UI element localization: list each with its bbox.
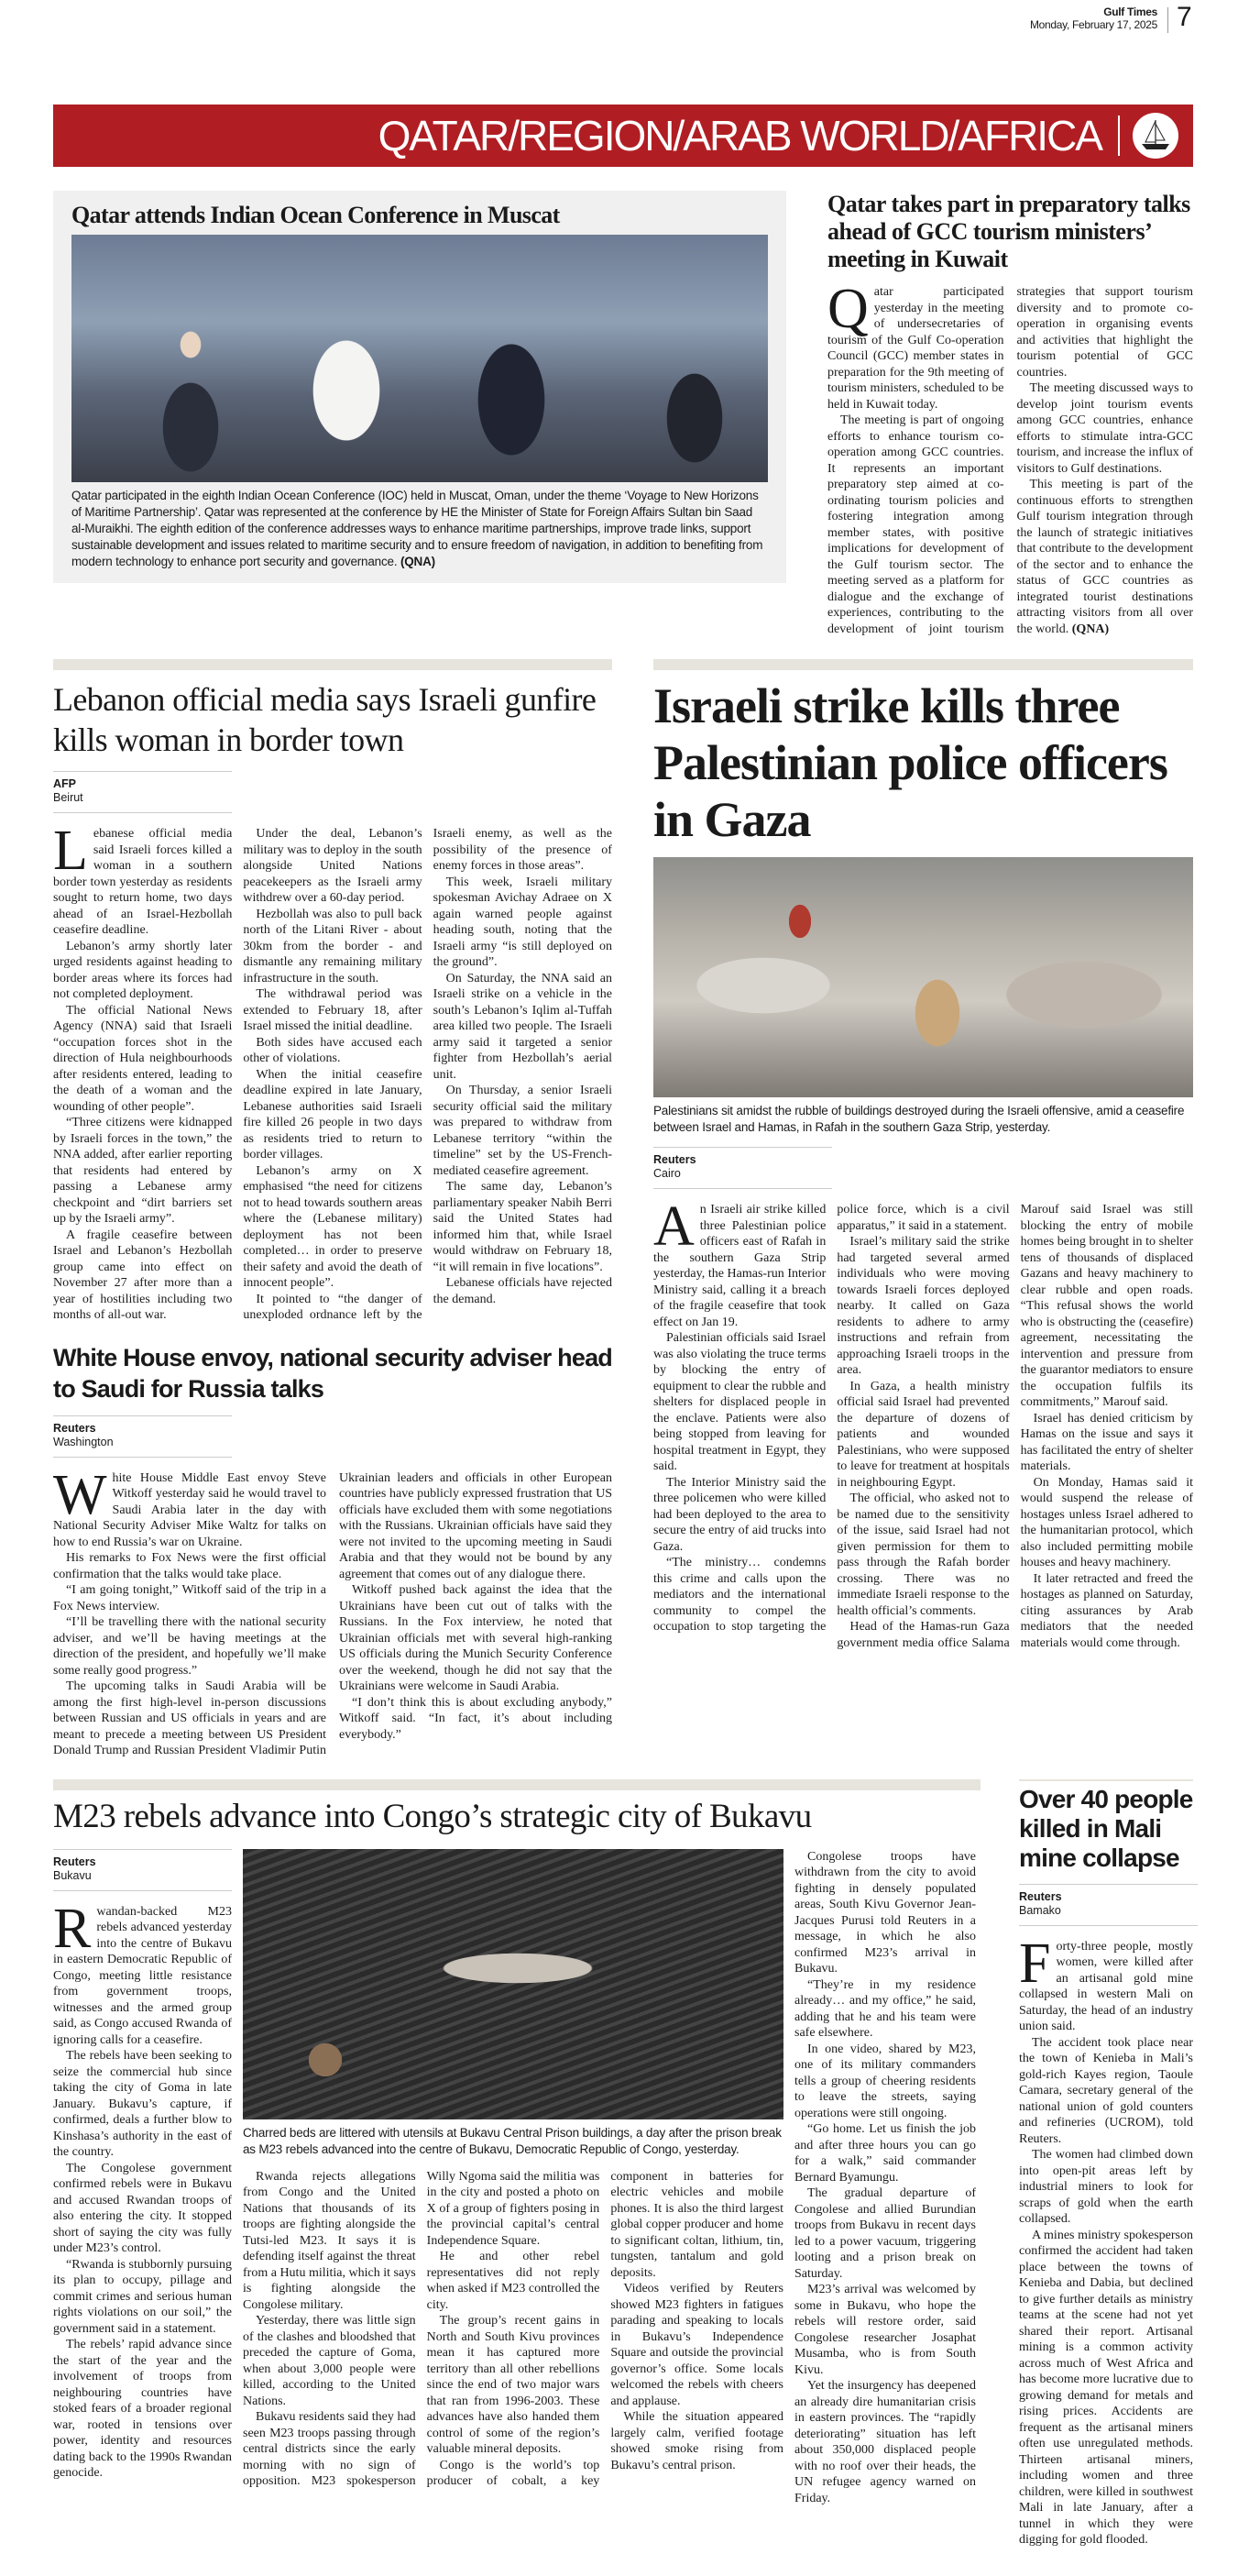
paragraph [837, 1234, 1009, 1379]
paragraph [339, 1695, 612, 1744]
paragraph [794, 2378, 976, 2506]
paragraph [243, 1067, 422, 1163]
paragraph [433, 1179, 612, 1275]
paragraph [1021, 1411, 1193, 1475]
bottom-row [53, 1779, 1193, 2548]
paragraph-text: His remarks to Fox News were the first official confirmation that the talks would take place. [53, 1551, 326, 1581]
paragraph [53, 1582, 326, 1614]
paragraph [53, 2161, 232, 2257]
paragraph-text: It later retracted and freed the hostages as planned on Saturday, citing assurances by Arab mediators that the needed materials would come through. [1020, 1571, 1193, 1650]
page-number: 7 [1177, 2, 1192, 32]
whitehouse-headline: White House envoy, national security adviser head to Saudi for Russia talks [53, 1343, 612, 1403]
paragraph [53, 2048, 232, 2161]
paragraph [53, 820, 233, 939]
paragraph-text: He and other rebel representatives did not reply when asked if M23 controlled the city. [426, 2250, 600, 2312]
paragraph-text: Israel’s military said the strike had targeted several armed individuals who were moving towards Israeli forces deployed nearby. It called on Gaza residents to adhere to army instructions and refrain from approaching Israeli troops in the area. [837, 1235, 1010, 1377]
paragraph-text: The withdrawal period was extended to February 18, after Israel missed the initial deadline. [243, 987, 422, 1033]
paragraph [827, 278, 1004, 413]
section-title: QATAR/REGION/ARAB WORLD/AFRICA [378, 112, 1101, 160]
paragraph-text: It pointed to “the danger of unexploded ordnance left by the Israeli enemy, as well as the possibility of the presence of enemy forces in those areas”. [243, 827, 612, 1322]
paragraph [53, 939, 232, 1003]
photo-caption [71, 488, 768, 570]
agency: Reuters [53, 1855, 96, 1868]
paragraph [53, 2257, 232, 2338]
paragraph-text: The group’s recent gains in North and South Kivu provinces mean it has captured more territory than all other rebellions since the end of two major wars that ran from 1996-2003. These advances have also handed them control of some of the region’s valuable mineral deposits. [426, 2314, 600, 2456]
paragraph-text: Videos verified by Reuters showed M23 fighters in fatigues parading and speaking to locals in Bukavu’s Independence Square and outside the provincial governor’s office. Some locals welcomed the rebels with cheers and applause. [610, 2282, 783, 2408]
paragraph [837, 1379, 1009, 1492]
paragraph-text: In one video, shared by M23, one of its military commanders tells a group of cheering residents to leave the streets, saying operations were still ongoing. [794, 2042, 976, 2120]
paragraph-text: Head of the Hamas-run Gaza government media office Salama Marouf said Israel was still blocking the entry of mobile homes being brought in to shelter tens of thousands of displaced Gazans and heavy machinery to clear rubble and open roads. “This refusal shows the world who is obstructing the (ceasefire) agreement, necessitating the intervention and pressure from the guarantor mediators to ensure the occupation fulfils its commitments,” Marouf said. [837, 1203, 1193, 1650]
issue-date: Monday, February 17, 2025 [1029, 18, 1157, 31]
paragraph [1019, 2035, 1193, 2148]
caption-text: Qatar participated in the eighth Indian Ocean Conference (IOC) held in Muscat, Oman, under the theme ‘Voyage to New Horizons of Maritime Partnership’. Qatar was represented at the conference by HE the Minister of State for Foreign Affairs Sultan bin Saad al-Muraikhi. The eighth edition of the conference addresses ways to enhance maritime partnerships, improve trade links, support sustainable development and issues related to maritime security and to ensure freedom of navigation, in addition to benefiting from modern technology to enhance port security and governance. [71, 489, 763, 568]
paragraph [433, 875, 612, 971]
gaza-article-body [653, 1195, 1193, 1651]
paragraph [339, 1582, 612, 1695]
conference-photo [71, 235, 768, 482]
paragraph-text: Yet the insurgency has deepened an already dire humanitarian crisis in eastern provinces. The “rapidly deteriorating” situation has left about 350,000 displaced people with no roof over their heads, the UN refugee agency warned on Friday. [794, 2379, 976, 2505]
section-rule [653, 659, 1193, 670]
paragraph [53, 1614, 326, 1679]
agency: Reuters [53, 1421, 96, 1435]
section-banner [53, 105, 1193, 167]
paragraph [243, 986, 422, 1035]
section-rule [1019, 1779, 1193, 1781]
paragraph-text: Congo is the world’s top producer of cobalt, a key component in batteries for electric vehicles and mobile phones. It is also the third largest global copper producer and home to significant coltan, lithium, tin, tungsten, tantalum and gold deposits. [426, 2169, 783, 2488]
paragraph-text: The meeting is part of ongoing efforts to enhance tourism co-operation among GCC countries. It represents an important preparatory step aimed at co-ordinating tourism policies and fostering integration among member states, with positive implications for development of the Gulf tourism sector. The meeting served as a platform for dialogue and the exchange of experiences, contributing to the development of joint tourism strategies that support tourism diversity and to promote co-operation in organising events and activities that highlight the tourism potential of GCC countries. [827, 285, 1193, 636]
paragraph-text: The same day, Lebanon’s parliamentary speaker Nabih Berri said the United States had informed him that, while Israel would withdraw on February 18, “it will remain in five locations”. [433, 1180, 612, 1274]
paragraph-text: “Rwanda is stubbornly pursuing its plan to occupy, pillage and commit crimes and serious human rights violations on our soil,” the government said in a statement. [53, 2257, 232, 2336]
paragraph [653, 1195, 827, 1330]
agency: Reuters [653, 1153, 696, 1166]
paragraph-text: Rwanda rejects allegations from Congo and the United Nations that thousands of its troops are fighting alongside the Tutsi-led M23. It says it is defending itself against the threat from a Hutu militia, which it says is fighting alongside the Congolese military. [243, 2169, 416, 2312]
mali-story [1019, 1779, 1193, 2548]
paragraph-text: Lebanese official media said Israeli forces killed a woman in a southern border town yesterday as residents sought to return home, two days ahead of an Israel-Hezbollah ceasefire deadline. [53, 820, 233, 937]
paragraph-text: Israel has denied criticism by Hamas on the issue and says it has facilitated the entry of shelter materials. [1020, 1411, 1193, 1473]
paragraph-text: “The ministry… condemns this crime and calls upon the mediators and the international community to compel the occupation to stop targeting the police force, which is a civil apparatus,” it said in a statement. [653, 1203, 1010, 1634]
paragraph [53, 1115, 232, 1227]
photo-caption: Palestinians sit amidst the rubble of buildings destroyed during the Israeli offensive, amid a ceasefire between Israel and Hamas, in Rafah in the southern Gaza Strip, yesterday. [653, 1104, 1185, 1134]
paper-name: Gulf Times [1103, 6, 1157, 18]
paragraph-text: Bukavu residents said they had seen M23 troops passing through central districts since the early morning with no sign of opposition. M23 spokesperson Willy Ngoma said the militia was in the city and posted a photo on X of a group of fighters posing in the provincial capital’s central Independence Square. [243, 2169, 600, 2488]
paragraph-text: Congolese troops have withdrawn from the city to avoid fighting in densely populated areas, South Kivu Governor Jean-Jacques Purusi told Reuters in a message, in which he also confirmed M23’s arrival in Bukavu. [794, 1849, 976, 1976]
paragraph-text: White House Middle East envoy Steve Witkoff yesterday said he would travel to Saudi Arabia later in the day with National Security Adviser Mike Waltz for talks on how to end Russia’s war on Ukraine. [53, 1463, 326, 1549]
paragraph-text: In Gaza, a health ministry official said Israel had prevented the departure of dozens of patients and wounded Palestinians, who were supposed to leave for treatment at hospitals in neighbouring Egypt. [837, 1379, 1010, 1490]
paragraph-text: Under the deal, Lebanon’s military was to deploy in the south alongside United Nations peacekeepers as the Israeli army withdrew over a 60-day period. [243, 827, 422, 905]
paragraph [794, 2282, 976, 2378]
paragraph-text: Rwandan-backed M23 rebels advanced yesterday into the centre of Bukavu in eastern Democratic Republic of Congo, meeting little resistance from government troops, witnesses and the armed group said, as Congo accused Rwanda of ignoring calls for a ceasefire. [53, 1897, 232, 2047]
dateline: Beirut [53, 791, 83, 804]
byline [53, 771, 232, 813]
caption-credit: (QNA) [397, 555, 435, 568]
dhow-icon [1133, 113, 1178, 159]
paragraph-text: An Israeli air strike killed three Palestinian police officers east of Rafah in the southern Gaza Strip yesterday, the Hamas-run Interior Ministry said, calling it a breach of the fragile ceasefire that took effect on Jan 19. [653, 1195, 827, 1329]
paragraph [1021, 1475, 1193, 1571]
paragraph-text: On Thursday, a senior Israeli security official said the military was prepared to withdraw from Lebanese territory “within the timeline” set by the US-French-mediated ceasefire agreement. [433, 1084, 612, 1178]
gaza-headline: Israeli strike kills three Palestinian police officers in Gaza [653, 678, 1167, 847]
dateline: Bukavu [53, 1868, 92, 1882]
paragraph [794, 2185, 976, 2282]
congo-article-column [53, 1897, 232, 2482]
paragraph-text: Forty-three people, mostly women, were killed after an artisanal gold mine collapsed in western Mali on Saturday, the head of an industry union said. [1019, 1932, 1193, 2033]
paragraph-text: This meeting is part of the continuous efforts to strengthen Gulf tourism integration through the launch of strategic initiatives that contribute to the development of the sector and to enhance the status of GCC countries as integrated tourist destinations attracting visitors from all over the world. [1016, 478, 1193, 636]
masthead-meta [1030, 6, 1157, 31]
paragraph [243, 907, 422, 987]
paragraph-text: Lebanon’s army on X emphasised “the need for citizens not to head towards southern areas where the (Lebanese military) deployment has not been completed… in order to preserve their safety and avoid the death of innocent people”. [243, 1163, 422, 1290]
byline [53, 1849, 232, 1891]
congo-columns [53, 1838, 981, 2507]
paragraph [433, 1275, 612, 1307]
left-stories [53, 659, 612, 1759]
conference-photo-feature [53, 191, 786, 583]
paragraph [433, 971, 612, 1084]
paragraph-text: Palestinian officials said Israel was also violating the truce terms by blocking the entry of equipment to clear the rubble and shelters for displaced people in the enclave. Patients were also being stopped from leaving for hospital treatment in Egypt, they said. [653, 1331, 827, 1473]
section-rule [53, 659, 612, 670]
paragraph-text: The Congolese government confirmed rebels were in Bukavu and accused Rwandan troops of also entering the city. It stopped short of saying the city was fully under M23’s control. [53, 2161, 232, 2255]
congo-middle [243, 1849, 783, 2490]
congo-article-column [794, 1849, 976, 2507]
divider [1118, 116, 1120, 156]
paragraph-text: Both sides have accused each other of violations. [243, 1035, 422, 1065]
paragraph-text: A mines ministry spokesperson confirmed the accident had taken place between the towns of Kenieba and Dabia, but declined to give further details as ministry teams at the scene had not yet shared their report. Artisanal mining is a common activity across much of West Africa and has become more lucrative due to growing demand for metals and rising prices. Accidents are frequent as the artisanal miners often use unregulated methods. Thirteen artisanal miners, including women and three children, were killed in southwest Mali in late January, after a tunnel in which they were digging for gold flooded. [1019, 2228, 1193, 2547]
paragraph-text: On Monday, Hamas said it would suspend the release of hostages unless Israel adhered to the humanitarian protocol, which also included permitting mobile houses and heavy machinery. [1020, 1475, 1193, 1569]
paragraph [53, 1463, 326, 1551]
paragraph-text: On Saturday, the NNA said an Israeli strike on a vehicle in the south’s Lebanon’s Iqlim al-Tuffah area killed two people. The Israeli army said it targeted a senior fighter from Hezbollah’s aerial unit. [433, 971, 612, 1082]
paragraph-text: “I am going tonight,” Witkoff said of the trip in a Fox News interview. [53, 1583, 326, 1613]
paragraph [653, 1330, 826, 1475]
paragraph-text: “I don’t think this is about excluding anybody,” Witkoff said. “In fact, it’s about including everybody.” [339, 1695, 612, 1742]
middle-row [53, 659, 1193, 1759]
paragraph-text: The gradual departure of Congolese and allied Burundian troops from Bukavu in recent days led to a power vacuum, triggering looting and a prison break on Saturday. [794, 2186, 976, 2281]
article-credit: (QNA) [1068, 622, 1110, 636]
paragraph-text: M23’s arrival was welcomed by some in Bukavu, who hope the rebels will restore order, said Congolese researcher Josaphat Musamba, who is from South Kivu. [794, 2283, 976, 2377]
paragraph-text: Lebanon’s army shortly later urged residents against heading to border areas where its forces had not completed deployment. [53, 939, 233, 1001]
dateline: Cairo [653, 1167, 681, 1180]
congo-article-columns [243, 2169, 783, 2490]
congo-story [53, 1779, 981, 2507]
paragraph [794, 2121, 976, 2185]
paragraph [653, 1475, 826, 1556]
paragraph [433, 1083, 612, 1179]
byline [53, 1415, 232, 1458]
paragraph [1019, 2228, 1193, 2548]
gaza-rubble-photo [653, 857, 1193, 1097]
paragraph [1019, 1932, 1193, 2035]
paragraph-text: The upcoming talks in Saudi Arabia will be among the first high-level in-person discussions between Russian and US officials in years and are meant to precede a meeting between US President Donald Trump and Russian President Vladimir Putin Ukrainian leaders and officials in other European countries have publicly expressed frustration that US officials have excluded them with some negotiations with the Russians. Ukrainian officials have said they were not invited to the upcoming meeting in Saudi Arabia and that they would not be bound by any agreement that comes out of any dialogue there. [53, 1470, 612, 1757]
tourism-article [827, 191, 1193, 637]
paragraph [427, 2249, 600, 2313]
paragraph-text: “Go home. Let us finish the job and after three hours you can go for a walk,” said commander Bernard Byamungu. [794, 2122, 976, 2185]
paragraph [53, 1550, 326, 1582]
paragraph [243, 1163, 422, 1292]
gaza-story [653, 659, 1193, 1651]
paragraph-text: The accident took place near the town of Kenieba in Mali’s gold-rich Kayes region, Taoule Camara, secretary general of the national union of gold counters and refineries (UCROM), told Reuters. [1019, 2035, 1193, 2146]
paragraph-text: Hezbollah was also to pull back north of the Litani River - about 30km from the border - and dismantle any remaining military infrastructure in the south. [243, 907, 422, 985]
paragraph [243, 2169, 416, 2314]
byline [653, 1147, 832, 1189]
paragraph [53, 1003, 232, 1116]
paragraph-text: While the situation appeared largely calm, verified footage showed smoke rising from Bukavu’s central prison. [610, 2410, 783, 2472]
paragraph-text: “Three citizens were kidnapped by Israeli forces in the town,” the NNA added, after earlier reporting that residents had entered by passing a Lebanese army checkpoint and “dirt barriers set up by the Israeli army”. [53, 1116, 233, 1226]
section-rule [53, 1779, 981, 1790]
paragraph-text: The rebels have been seeking to seize the commercial hub since taking the city of Goma in late January. Bukavu’s capture, if confirmed, deals a further blow to Kinshasa’s authority in the east of the country. [53, 2049, 232, 2159]
byline [1019, 1884, 1198, 1926]
agency: AFP [53, 777, 76, 790]
bukavu-prison-photo [243, 1849, 783, 2119]
paragraph [1019, 2147, 1193, 2228]
whitehouse-article-body [53, 1463, 612, 1759]
top-row [53, 0, 1193, 637]
paragraph [1017, 380, 1194, 477]
paragraph [427, 2313, 600, 2458]
paragraph-text: The official National News Agency (NNA) said that Israeli “occupation forces shot in the direction of Hula neighbourhoods after residents entered, leading to the death of a woman and the wounding of other people”. [53, 1003, 233, 1114]
paragraph [794, 2042, 976, 2122]
paragraph [243, 2313, 416, 2409]
paragraph [53, 1897, 232, 2049]
paragraph [1021, 1571, 1193, 1652]
photo-caption: Charred beds are littered with utensils at Bukavu Central Prison buildings, a day after the prison break as M23 rebels advanced into the centre of Bukavu, Democratic Republic of Congo, yesterday. [243, 2125, 782, 2156]
agency: Reuters [1019, 1889, 1062, 1903]
mali-article-body [1019, 1932, 1193, 2548]
paragraph-text: This week, Israeli military spokesman Avichay Adraee on X again warned people against heading south, noting that the Israeli army “is still deployed on the ground”. [433, 875, 612, 969]
paragraph-text: The rebels’ rapid advance since the start of the year and the involvement of troops from neighbouring countries have stoked fears of a broader regional war, rooted in tensions over power, identity and resources dating back to the 1990s Rwandan genocide. [53, 2338, 232, 2480]
paragraph-text: The women had climbed down into open-pit areas left by industrial miners to look for scraps of gold when the earth collapsed. [1019, 2148, 1193, 2226]
congo-headline: M23 rebels advance into Congo’s strategic city of Bukavu [53, 1797, 812, 1835]
feature-headline: Qatar attends Indian Ocean Conference in Muscat [71, 202, 560, 228]
dateline: Washington [53, 1435, 114, 1448]
mali-headline: Over 40 people killed in Mali mine collapse [1019, 1784, 1193, 1872]
paragraph [794, 1849, 976, 1977]
paragraph-text: The official, who asked not to be named due to the sensitivity of the issue, said Israel had not given permission for them to pass through the Rafah border crossing. There was no immediate Israeli response to the health official’s comments. [837, 1492, 1010, 1618]
paragraph [794, 1977, 976, 2042]
paragraph-text: When the initial ceasefire deadline expired in late January, Lebanese authorities said Israeli fire killed 26 people in two days as residents tried to return to border villages. [243, 1067, 422, 1161]
paragraph-text: Witkoff pushed back against the idea that the Ukrainians have been cut out of talks with the Russians. In the Fox interview, he noted that Ukrainian officials met with several high-ranking US officials during the Munich Security Conference over the weekend, though he did not say that the Ukrainians were welcome in Saudi Arabia. [339, 1583, 612, 1693]
divider [1167, 7, 1168, 33]
paragraph [610, 2409, 783, 2473]
paragraph [243, 826, 422, 907]
paragraph [610, 2281, 783, 2409]
tourism-headline: Qatar takes part in preparatory talks ahead of GCC tourism ministers’ meeting in Kuwait [827, 191, 1190, 272]
paragraph-text: A fragile ceasefire between Israel and Lebanon’s Hezbollah group came into effect on November 27 after more than a year of hostilities including two months of all-out war. [53, 1227, 233, 1322]
paragraph [837, 1491, 1009, 1619]
dateline: Bamako [1019, 1903, 1061, 1917]
paragraph-text: Lebanese officials have rejected the demand. [433, 1276, 612, 1306]
congo-first-column [53, 1838, 232, 2482]
lebanon-article-body [53, 820, 612, 1324]
paragraph-text: The Interior Ministry said the three policemen who were killed had been deployed to the area to secure the entry of aid trucks into Gaza. [653, 1475, 827, 1554]
paragraph [53, 2337, 232, 2482]
paragraph [1017, 477, 1194, 637]
paragraph-text: Yesterday, there was little sign of the clashes and bloodshed that preceded the capture of Goma, when about 3,000 people were killed, according to the United Nations. [243, 2314, 416, 2408]
tourism-article-body [827, 278, 1193, 637]
paragraph [53, 1227, 232, 1324]
paragraph-text: “I’ll be travelling there with the national security adviser, and we’ll be having meetings at the direction of the president, and hopefully we’ll make some really good progress.” [53, 1615, 326, 1678]
lebanon-headline: Lebanon official media says Israeli gunfire kills woman in border town [53, 681, 597, 758]
paragraph-text: “They’re in my residence already… and my office,” he said, adding that he and his team were safe elsewhere. [794, 1977, 976, 2040]
paragraph [243, 1035, 422, 1067]
paragraph-text: The meeting discussed ways to develop joint tourism events among GCC countries, enhance efforts to stimulate intra-GCC tourism, and increase the influx of visitors to Gulf destinations. [1016, 381, 1193, 476]
paragraph-text: Qatar participated yesterday in the meeting of undersecretaries of tourism of the Gulf Co-operation Council (GCC) member states in preparation for the 9th meeting of tourism ministers, scheduled to be held in Kuwait today. [827, 278, 1004, 412]
